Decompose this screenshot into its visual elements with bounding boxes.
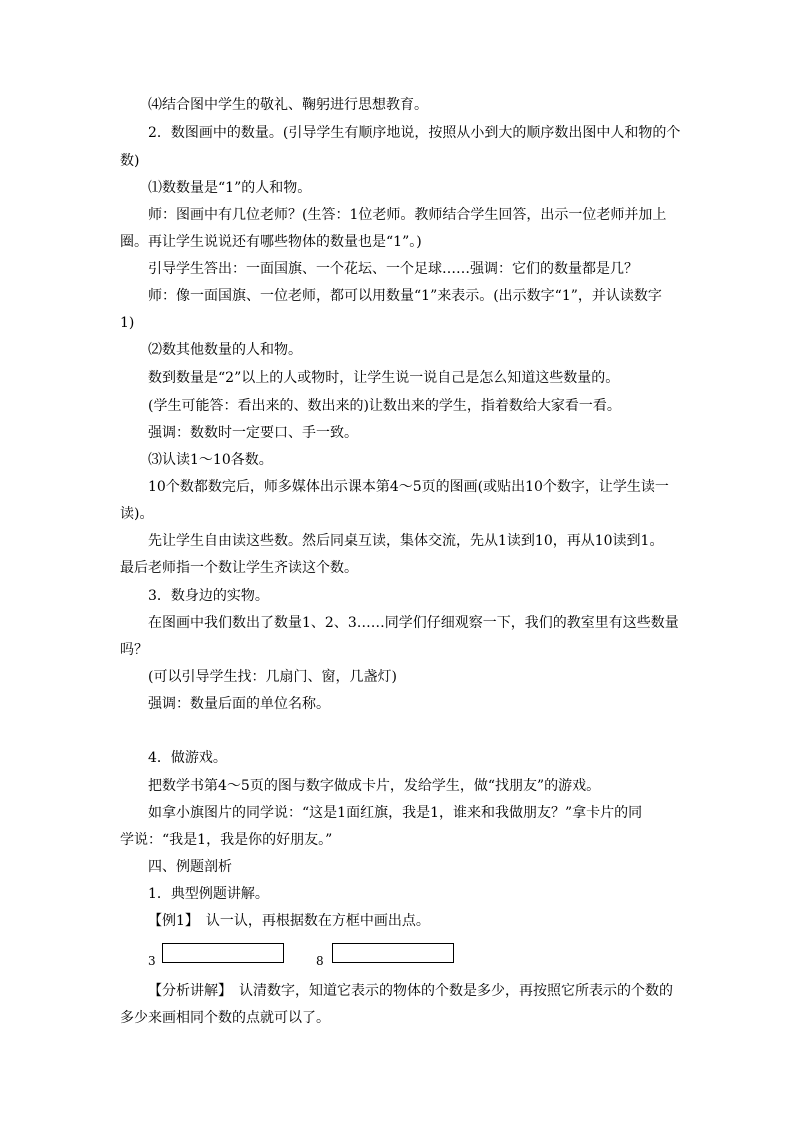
example-heading: 【例1】 认一认，再根据数在方框中画出点。 <box>148 913 430 929</box>
text-line: 数) <box>120 153 140 169</box>
text-line: 引导学生答出：一面国旗、一个花坛、一个足球……强调：它们的数量都是几？ <box>148 261 638 277</box>
example-number-8: 8 <box>316 954 324 968</box>
text-line: 3．数身边的实物。 <box>148 588 269 604</box>
analysis-line: 多少来画相同个数的点就可以了。 <box>120 1010 330 1026</box>
text-line: 1．典型例题讲解。 <box>148 886 269 902</box>
section-heading: 四、例题剖析 <box>148 859 232 875</box>
text-line: 吗？ <box>120 642 148 658</box>
text-line: 最后老师指一个数让学生齐读这个数。 <box>120 560 358 576</box>
example-number-3: 3 <box>148 954 156 968</box>
answer-box[interactable] <box>332 943 454 963</box>
text-line: 先让学生自由读这些数。然后同桌互读，集体交流，先从1读到10，再从10读到1。 <box>148 533 664 549</box>
text-line: 圈。再让学生说说还有哪些物体的数量也是“1”。) <box>120 234 422 250</box>
text-line: (学生可能答：看出来的、数出来的)让数出来的学生，指着数给大家看一看。 <box>148 398 621 414</box>
text-line: 1) <box>120 315 135 331</box>
text-line: 把数学书第4～5页的图与数字做成卡片，发给学生，做“找朋友”的游戏。 <box>148 778 601 794</box>
text-line: 在图画中我们数出了数量1、2、3……同学们仔细观察一下，我们的教室里有这些数量 <box>148 615 679 631</box>
text-line: 读)。 <box>120 506 154 522</box>
text-line: 4．做游戏。 <box>148 750 227 766</box>
text-line: 师：图画中有几位老师？(生答：1位老师。教师结合学生回答，出示一位老师并加上 <box>148 207 667 223</box>
text-line: 10个数都数完后，师多媒体出示课本第4～5页的图画(或贴出10个数字，让学生读一 <box>148 479 669 495</box>
text-line: ⑶认读1～10各数。 <box>148 452 273 468</box>
text-line: ⑵数其他数量的人和物。 <box>148 342 302 358</box>
text-line: 强调：数数时一定要口、手一致。 <box>148 425 358 441</box>
answer-box[interactable] <box>162 943 284 963</box>
text-line: ⑷结合图中学生的敬礼、鞠躬进行思想教育。 <box>148 97 428 113</box>
text-line: 数到数量是“2”以上的人或物时，让学生说一说自己是怎么知道这些数量的。 <box>148 370 620 386</box>
example-answer-row <box>148 943 468 973</box>
analysis-line: 【分析讲解】 认清数字，知道它表示的物体的个数是多少，再按照它所表示的个数的 <box>148 983 673 999</box>
text-line: 师：像一面国旗、一位老师，都可以用数量“1”来表示。(出示数字“1”，并认读数字 <box>148 288 662 304</box>
text-line: 学说：“我是1，我是你的好朋友。” <box>120 832 333 848</box>
text-line: 如拿小旗图片的同学说：“这是1面红旗，我是1，谁来和我做朋友？”拿卡片的同 <box>148 805 643 821</box>
text-line: ⑴数数量是“1”的人和物。 <box>148 180 312 196</box>
text-line: 强调：数量后面的单位名称。 <box>148 696 330 712</box>
text-line: (可以引导学生找：几扇门、窗，几盏灯) <box>148 669 397 685</box>
text-line: 2．数图画中的数量。(引导学生有顺序地说，按照从小到大的顺序数出图中人和物的个 <box>148 125 681 141</box>
